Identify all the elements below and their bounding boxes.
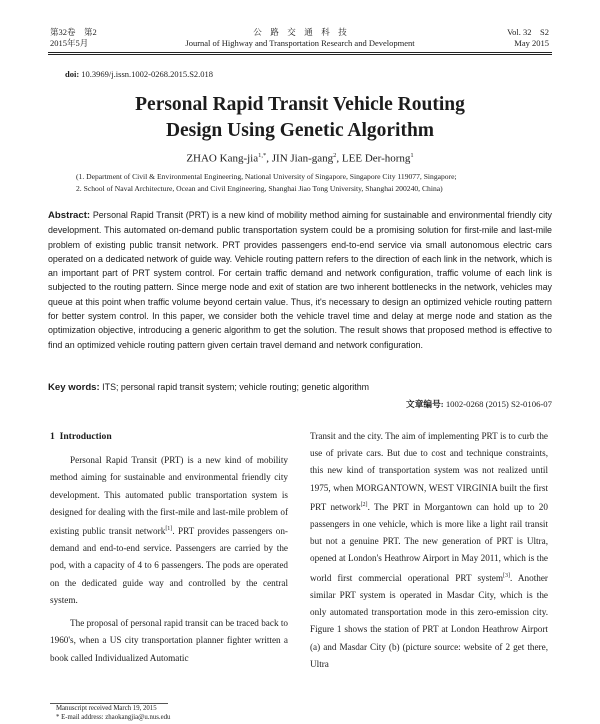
header-volume: 第32卷 第2 [50,27,97,37]
paragraph-text: Personal Rapid Transit (PRT) is a new kind of mobility method aiming for sustainable and environmental friendly city development. This automated public transportation system is designed for dealing with the first-mile and last-mile problem of existing public transit network [50,455,288,537]
doi-label: doi: [65,69,80,79]
header-vol-en: Vol. 32 S2 [507,27,549,37]
footnote-received: Manuscript received March 19, 2015 [56,705,157,712]
citation-ref: [2] [360,501,368,508]
right-column [310,428,548,673]
article-number-value: 1002-0268 (2015) S2-0106-07 [445,399,552,409]
header-date-cn: 2015年5月 [50,38,89,48]
doi [65,69,213,79]
affiliation-2: 2. School of Naval Architecture, Ocean and Civil Engineering, Shanghai Jiao Tong University, Shanghai 200240, China) [76,184,443,193]
header-journal [150,27,450,49]
affiliation-1: (1. Department of Civil & Environmental Engineering, National University of Singapore, Singapore City 119077, Singapore; [76,172,457,181]
keywords [48,382,552,393]
keywords-text: ITS; personal rapid transit system; vehicle routing; genetic algorithm [99,382,370,392]
author-1: ZHAO Kang-jia [186,152,259,165]
author-2: JIN Jian-gang [271,152,334,165]
keywords-label: Key words: [48,382,100,393]
header-rule-thin [48,54,552,55]
paragraph [310,428,548,673]
citation-ref: [1] [165,526,173,533]
author-2-mark: 2 [333,152,337,159]
doi-value: 10.3969/j.issn.1002-0268.2015.S2.018 [81,69,214,79]
header-journal-en: Journal of Highway and Transportation Research and Development [185,38,415,48]
header-date-en: May 2015 [514,38,549,48]
header-volume-info [50,27,97,49]
section-number: 1 [50,431,55,442]
author-3: LEE Der-horng [341,152,411,165]
paper-title-line2: Design Using Genetic Algorithm [165,120,435,141]
citation-ref: [3] [503,572,511,579]
footnote-email: * E-mail address: zhaokangjia@u.nus.edu [56,714,171,721]
paper-title-line1: Personal Rapid Transit Vehicle Routing [135,94,465,115]
paragraph-text: . The PRT in Morgantown can hold up to 20 passengers in one vehicle, which is more like a light rail transit but not a genuine PRT. The new generation of PRT is Ultra, opened at London's Heathrow Airport in May 2011, which is the world first commercial operational PRT system [310,501,548,583]
paragraph-text: Transit and the city. The aim of implementing PRT is to curb the use of private cars. But due to cost and technique constraints, this new kind of transportation system was not realized until 1975, when MORGANTOWN, WEST VIRGINIA built the first PRT network [310,431,548,512]
paragraph: The proposal of personal rapid transit can be traced back to 1960's, when a US city transportation planner fighter written a book called Individualized Automatic [50,618,288,663]
section-heading [50,428,288,445]
author-sep: , [266,152,272,165]
header-issue-info [507,27,549,49]
author-3-mark: 1 [410,152,414,159]
abstract-text: Personal Rapid Transit (PRT) is a new kind of mobility method aiming for sustainable and environmental friendly city development. This automated on-demand public transportation system could be a promising solution for first-mile and last-mile problem of existing public transit network. PRT provides passengers end-to-end service via small autonomous electric cars operated on a dedicated network of guide way. Vehicle routing pattern refers to the direction of each link in the network, which is an important part of PRT system control. For certain traffic demand and network configuration, traffic volume of each link is subjected to the routing pattern. Since merge node and exit of station are two inherent bottlenecks in the network, vehicles may queue at this point when traffic volume beyond certain value. Thus, it's necessary to design an optimized vehicle routing pattern for better system control. In this paper, we consider both the vehicle travel time and delay at merge node and station as the optimization objective, introducing a generic algorithm to get the solution. The result shows that proposed method is effective to find an optimized vehicle routing pattern given certain travel demand and network configuration. [48,210,552,350]
paragraph [50,452,288,609]
paper-title [60,92,540,144]
header-journal-cn: 公 路 交 通 科 技 [253,27,347,37]
paragraph-text: . Another similar PRT system is operated in Masdar City, which is the only automated transportation mode in this zero-emission city. Figure 1 shows the station of PRT at London Heathrow Airport (a) and Masdar City (b) (picture source: website of 2 get there, Ultra [310,572,548,669]
footnote-rule [50,703,168,704]
author-1-mark: 1,* [258,152,267,159]
article-number-label: 文章编号: [406,399,444,409]
article-number [406,398,552,410]
abstract [48,208,552,352]
abstract-label: Abstract: [48,210,91,221]
author-sep: , [336,152,342,165]
left-column [50,428,288,667]
section-title: Introduction [59,431,112,442]
header-rule [48,52,552,53]
paragraph-text: . PRT provides passengers on-demand and end-to-end service. Passengers are carried by the pod, with a capacity of 4 to 6 passengers. The pods are operated on the dedicated guide way and controlled by the central system. [50,526,288,605]
author-list [60,152,540,165]
